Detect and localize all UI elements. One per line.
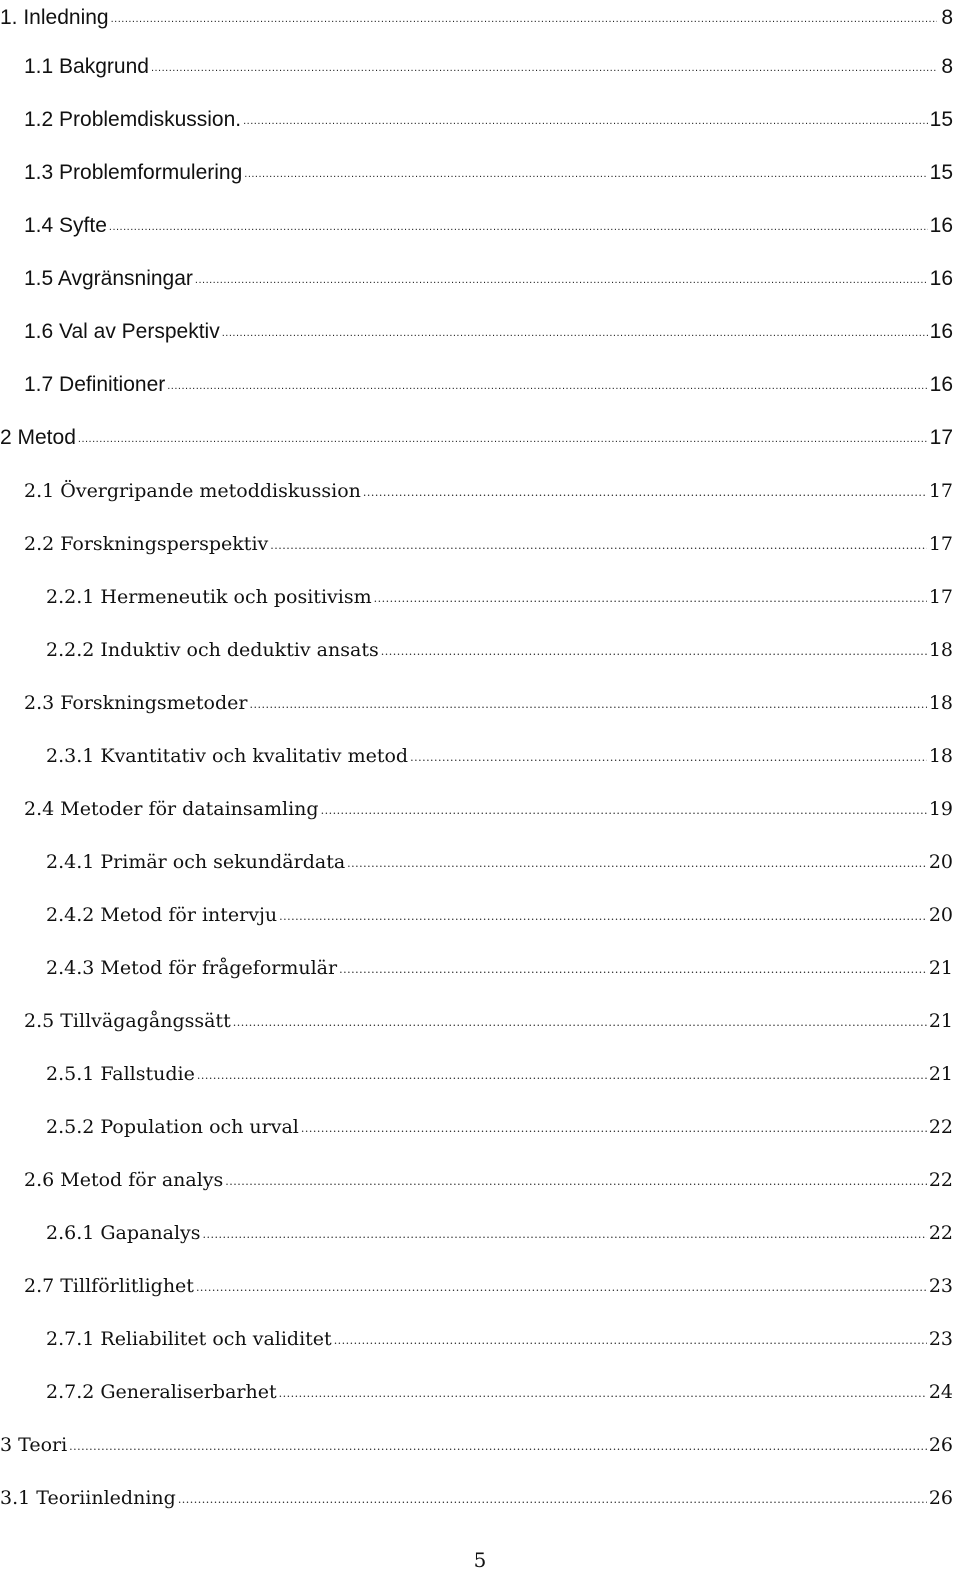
toc-entry-2-7[interactable] [0,1262,953,1296]
dot-leader [244,169,927,180]
toc-entry-page: 17 [928,586,953,608]
dot-leader [78,434,928,445]
toc-entry-page: 23 [928,1328,953,1350]
dot-leader [222,328,928,339]
toc-entry-title: 1.5 Avgränsningar [24,267,193,290]
toc-entry-page: 18 [928,639,953,661]
toc-entry-2-2[interactable] [0,520,953,554]
dot-leader [279,1388,927,1399]
dot-leader [374,593,927,604]
toc-entry-page: 21 [928,1010,953,1032]
toc-entry-page: 15 [929,161,953,184]
toc-entry-title: 2.6.1 Gapanalys [46,1222,201,1244]
toc-entry-title: 1.2 Problemdiskussion. [24,108,242,131]
toc-entry-title: 2.5 Tillvägagångssätt [24,1010,231,1032]
toc-entry-page: 8 [941,6,953,29]
dot-leader [196,1282,927,1293]
toc-entry-title: 2.5.2 Population och urval [46,1116,299,1138]
toc-entry-title: 2.2.2 Induktiv och deduktiv ansats [46,639,379,661]
toc-entry-1[interactable] [0,0,953,28]
dot-leader [178,1494,927,1505]
toc-entry-page: 20 [928,904,953,926]
toc-entry-page: 15 [929,108,953,131]
toc-entry-title: 2.2 Forskningsperspektiv [24,533,269,555]
dot-leader [197,1070,927,1081]
toc-entry-3[interactable] [0,1421,953,1455]
toc-entry-2-4-2[interactable] [0,891,953,925]
toc-entry-title: 1.3 Problemformulering [24,161,243,184]
toc-entry-title: 3.1 Teoriinledning [0,1487,176,1509]
dot-leader [225,1176,927,1187]
toc-entry-title: 2.2.1 Hermeneutik och positivism [46,586,372,608]
dot-leader [167,381,927,392]
toc-entry-page: 16 [929,320,953,343]
dot-leader [347,858,927,869]
dot-leader [195,275,928,286]
toc-entry-page: 26 [928,1487,953,1509]
dot-leader [339,964,927,975]
toc-entry-page: 26 [928,1434,953,1456]
toc-entry-page: 17 [928,533,953,555]
toc-entry-title: 1.6 Val av Perspektiv [24,320,220,343]
dot-leader [301,1123,927,1134]
toc-entry-page: 16 [929,373,953,396]
toc-entry-2-1[interactable] [0,467,953,501]
toc-entry-title: 2.7.1 Reliabilitet och validitet [46,1328,332,1350]
toc-entry-2-5[interactable] [0,997,953,1031]
toc-entry-title: 2.3.1 Kvantitativ och kvalitativ metod [46,745,409,767]
toc-entry-1-1[interactable] [0,43,953,77]
dot-leader [109,222,928,233]
toc-entry-2-3[interactable] [0,679,953,713]
toc-entry-page: 21 [928,1063,953,1085]
toc-entry-2-6[interactable] [0,1156,953,1190]
toc-entry-page: 8 [941,55,953,78]
toc-entry-2-5-2[interactable] [0,1103,953,1137]
toc-entry-title: 1.1 Bakgrund [24,55,149,78]
toc-entry-2-2-2[interactable] [0,626,953,660]
toc-entry-3-1[interactable] [0,1474,953,1508]
toc-entry-title: 2.5.1 Fallstudie [46,1063,195,1085]
toc-entry-2-7-1[interactable] [0,1315,953,1349]
toc-entry-2-4-3[interactable] [0,944,953,978]
dot-leader [321,805,927,816]
toc-entry-2-6-1[interactable] [0,1209,953,1243]
dot-leader [381,646,927,657]
toc-entry-page: 18 [928,692,953,714]
toc-entry-title: 2.1 Övergripande metoddiskussion [24,480,361,502]
toc-entry-page: 19 [928,798,953,820]
toc-entry-page: 17 [929,426,953,449]
toc-entry-1-7[interactable] [0,361,953,395]
toc-entry-2-5-1[interactable] [0,1050,953,1084]
toc-entry-page: 18 [928,745,953,767]
toc-entry-1-3[interactable] [0,149,953,183]
dot-leader [410,752,927,763]
toc-entry-title: 2.7 Tillförlitlighet [24,1275,194,1297]
toc-entry-title: 2.3 Forskningsmetoder [24,692,248,714]
toc-entry-page: 16 [929,267,953,290]
toc-entry-1-4[interactable] [0,202,953,236]
toc-entry-1-5[interactable] [0,255,953,289]
dot-leader [249,699,926,710]
toc-entry-2-4-1[interactable] [0,838,953,872]
toc-entry-title: 2.4.2 Metod för intervju [46,904,278,926]
toc-entry-2[interactable] [0,414,953,448]
dot-leader [203,1229,927,1240]
toc-entry-title: 2.4.1 Primär och sekundärdata [46,851,346,873]
toc-entry-title: 1.7 Definitioner [24,373,166,396]
toc-entry-title: 2.6 Metod för analys [24,1169,224,1191]
page-number: 5 [473,1548,487,1572]
toc-entry-title: 2 Metod [0,426,76,449]
toc-entry-title: 2.4 Metoder för datainsamling [24,798,319,820]
toc-entry-2-2-1[interactable] [0,573,953,607]
toc-entry-title: 1.4 Syfte [24,214,107,237]
toc-entry-2-3-1[interactable] [0,732,953,766]
dot-leader [270,540,927,551]
toc-entry-page: 21 [928,957,953,979]
dot-leader [111,14,937,25]
dot-leader [243,116,928,127]
toc-entry-1-6[interactable] [0,308,953,342]
toc-entry-title: 1. Inledning [0,6,109,29]
dot-leader [334,1335,927,1346]
toc-entry-2-7-2[interactable] [0,1368,953,1402]
toc-entry-page: 22 [928,1116,953,1138]
toc-entry-title: 2.7.2 Generaliserbarhet [46,1381,277,1403]
toc-entry-1-2[interactable] [0,96,953,130]
toc-entry-page: 22 [928,1222,953,1244]
dot-leader [69,1441,927,1452]
dot-leader [151,63,937,74]
toc-entry-page: 17 [928,480,953,502]
toc-entry-page: 23 [928,1275,953,1297]
toc-entry-title: 3 Teori [0,1434,68,1456]
toc-entry-2-4[interactable] [0,785,953,819]
dot-leader [279,911,927,922]
dot-leader [363,487,927,498]
toc-entry-page: 20 [928,851,953,873]
toc-entry-page: 16 [929,214,953,237]
toc-entry-page: 24 [928,1381,953,1403]
toc-entry-title: 2.4.3 Metod för frågeformulär [46,957,338,979]
dot-leader [233,1017,927,1028]
toc-entry-page: 22 [928,1169,953,1191]
